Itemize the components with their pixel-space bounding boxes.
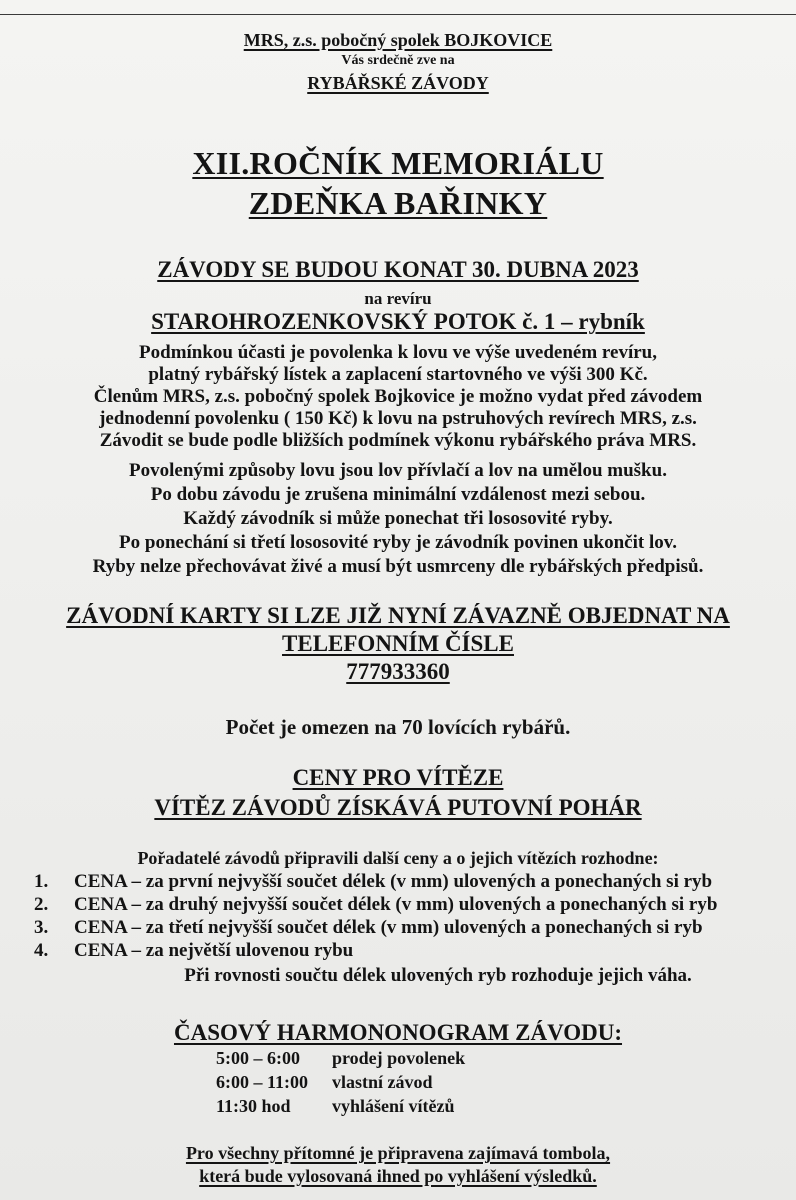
rule-line: Ryby nelze přechovávat živé a musí být usmrceny dle rybářských předpisů. [92, 556, 704, 577]
schedule-activity: vyhlášení vítězů [332, 1096, 455, 1116]
rule-line: platný rybářský lístek a zaplacení startovného ve výši 300 Kč. [148, 364, 648, 385]
rule-line: jednodenní povolenku ( 150 Kč) k lovu na pstruhových revírech MRS, z.s. [99, 408, 697, 429]
trophy-line: VÍTĚZ ZÁVODŮ ZÍSKÁVÁ PUTOVNÍ POHÁR [154, 795, 642, 820]
prizes-intro: Pořadatelé závodů připravili další ceny a o jejich vítězích rozhodne: [137, 848, 659, 868]
booking-line-2: TELEFONNÍM ČÍSLE [282, 631, 514, 656]
title-line-2: ZDEŇKA BAŘINKY [248, 185, 548, 221]
prize-number: 3. [34, 917, 49, 938]
schedule-activity: prodej povolenek [332, 1048, 466, 1068]
venue-name: STAROHROZENKOVSKÝ POTOK č. 1 – rybník [151, 309, 645, 334]
schedule-time: 5:00 – 6:00 [216, 1048, 300, 1068]
rule-line: Po ponechání si třetí lososovité ryby je závodník povinen ukončit lov. [119, 532, 677, 553]
event-type: RYBÁŘSKÉ ZÁVODY [307, 73, 489, 93]
organizer-name: MRS, z.s. pobočný spolek BOJKOVICE [243, 30, 553, 50]
rule-line: Členům MRS, z.s. pobočný spolek Bojkovice je možno vydat před závodem [93, 386, 703, 407]
schedule-time: 11:30 hod [216, 1096, 291, 1116]
prize-text: CENA – za třetí nejvyšší součet délek (v mm) ulovených a ponechaných si ryb [74, 917, 703, 938]
rule-line: Povolenými způsoby lovu jsou lov přívlačí a lov na umělou mušku. [129, 460, 667, 481]
rule-line: Po dobu závodu je zrušena minimální vzdálenost mezi sebou. [150, 484, 646, 505]
event-date: ZÁVODY SE BUDOU KONAT 30. DUBNA 2023 [157, 257, 639, 282]
booking-phone: 777933360 [346, 659, 450, 684]
tiebreak-note: Při rovnosti součtu délek ulovených ryb rozhoduje jejich váha. [184, 965, 692, 986]
schedule-time: 6:00 – 11:00 [216, 1072, 308, 1092]
rule-line: Závodit se bude podle bližších podmínek výkonu rybářského práva MRS. [99, 430, 697, 451]
booking-line-1: ZÁVODNÍ KARTY SI LZE JIŽ NYNÍ ZÁVAZNĚ OBJEDNAT NA [66, 603, 730, 628]
prize-text: CENA – za první nejvyšší součet délek (v mm) ulovených a ponechaných si ryb [74, 871, 713, 892]
footer-line-1: Pro všechny přítomné je připravena zajímavá tombola, [185, 1143, 611, 1163]
paper-top-edge [0, 14, 796, 15]
capacity-note: Počet je omezen na 70 lovících rybářů. [225, 715, 571, 739]
prize-number: 2. [34, 894, 49, 915]
rule-line: Podmínkou účasti je povolenka k lovu ve výše uvedeném revíru, [139, 342, 657, 363]
invite-text: Vás srdečně zve na [341, 53, 455, 68]
prize-text: CENA – za největší ulovenou rybu [74, 940, 354, 961]
title-line-1: XII.ROČNÍK MEMORIÁLU [192, 145, 604, 181]
venue-prefix: na revíru [364, 289, 432, 308]
rule-line: Každý závodník si může ponechat tři lososovité ryby. [183, 508, 613, 529]
footer-line-2: která bude vylosovaná ihned po vyhlášení výsledků. [199, 1166, 597, 1186]
schedule-activity: vlastní závod [332, 1072, 433, 1092]
prize-number: 1. [34, 871, 49, 892]
prize-number: 4. [34, 940, 49, 961]
prizes-heading: CENY PRO VÍTĚZE [292, 765, 504, 790]
prize-text: CENA – za druhý nejvyšší součet délek (v mm) ulovených a ponechaných si ryb [74, 894, 718, 915]
schedule-heading: ČASOVÝ HARMONONOGRAM ZÁVODU: [173, 1020, 623, 1045]
